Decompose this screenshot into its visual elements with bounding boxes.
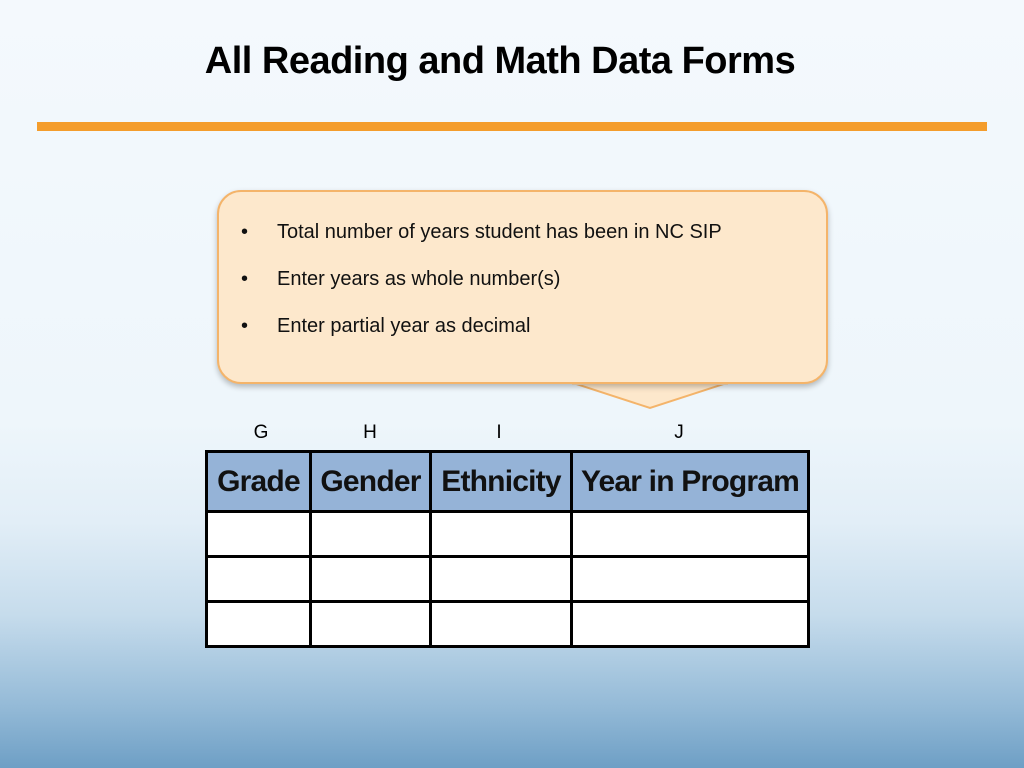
slide-title: All Reading and Math Data Forms xyxy=(204,40,796,82)
table-cell xyxy=(207,557,311,602)
header-grade: Grade xyxy=(207,452,311,512)
bullet-icon: • xyxy=(241,221,249,243)
table-cell xyxy=(431,602,572,647)
header-ethnicity: Ethnicity xyxy=(431,452,572,512)
table-cell xyxy=(311,512,431,557)
table-cell xyxy=(207,602,311,647)
data-form-table xyxy=(205,450,810,648)
bullet-icon: • xyxy=(241,315,249,337)
table-cell xyxy=(572,512,809,557)
callout-bullet-item xyxy=(241,314,826,338)
callout-pointer xyxy=(570,382,730,412)
header-gender: Gender xyxy=(311,452,431,512)
bullet-icon: • xyxy=(241,268,249,290)
table-row xyxy=(207,512,809,557)
column-letter-g: G xyxy=(253,422,269,443)
column-letter-h: H xyxy=(363,422,377,443)
table-row xyxy=(207,557,809,602)
callout-bullet-item xyxy=(241,220,826,244)
column-letter-i: I xyxy=(496,422,502,443)
table-header-row xyxy=(207,452,809,512)
table-cell xyxy=(431,557,572,602)
bullet-text: Enter years as whole number(s) xyxy=(277,268,561,290)
header-year-in-program: Year in Program xyxy=(572,452,809,512)
bullet-text: Total number of years student has been in NC SIP xyxy=(277,221,722,243)
table-cell xyxy=(311,602,431,647)
table-row xyxy=(207,602,809,647)
callout-box xyxy=(217,190,828,384)
callout-bullet-item xyxy=(241,267,826,291)
bullet-text: Enter partial year as decimal xyxy=(277,315,531,337)
table-cell xyxy=(431,512,572,557)
table-cell xyxy=(572,557,809,602)
callout-bullet-list xyxy=(219,192,826,338)
table-cell xyxy=(572,602,809,647)
table-cell xyxy=(207,512,311,557)
column-letter-j: J xyxy=(674,422,684,443)
table-cell xyxy=(311,557,431,602)
title-underline-rule xyxy=(37,122,987,131)
